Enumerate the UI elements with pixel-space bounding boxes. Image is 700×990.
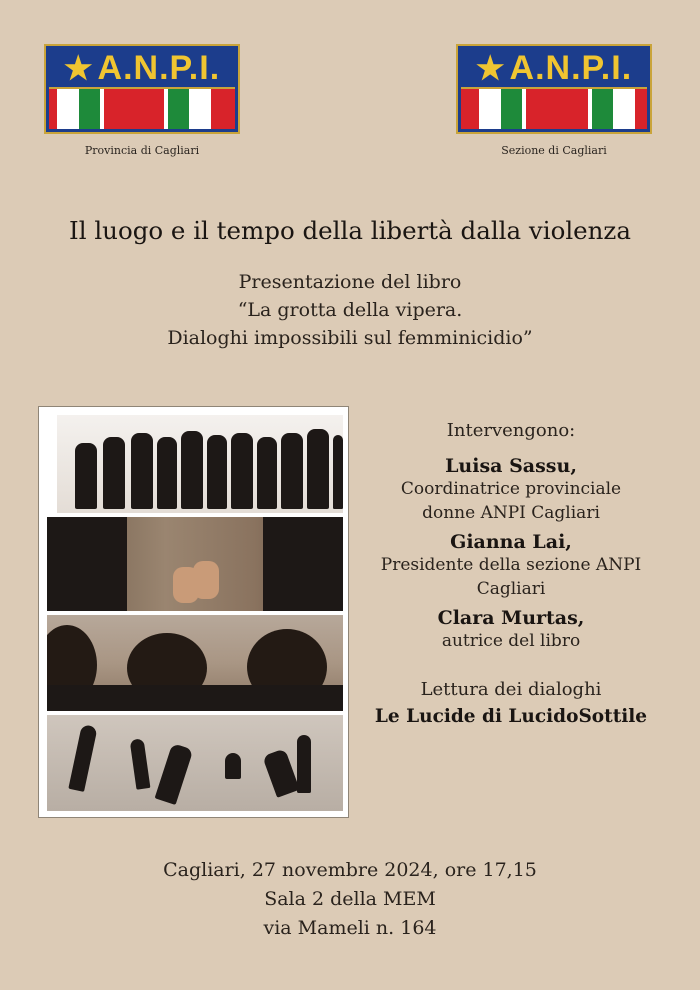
book-title-line2: Dialoghi impossibili sul femminicidio” — [167, 327, 533, 349]
anpi-logo — [456, 44, 652, 134]
event-date: Cagliari, 27 novembre 2024, ore 17,15 — [163, 859, 537, 881]
star-icon: ★ — [63, 50, 94, 86]
star-icon: ★ — [475, 50, 506, 86]
logo-text: A.N.P.I. — [509, 48, 633, 87]
anpi-logo-right-block — [454, 44, 654, 157]
event-room: Sala 2 della MEM — [264, 888, 436, 910]
speaker-name: Gianna Lai, — [450, 531, 572, 553]
speakers-section — [358, 420, 664, 727]
logo-caption: Provincia di Cagliari — [84, 144, 200, 157]
photo-holding-hands — [47, 517, 343, 611]
photo-braided-hair — [47, 615, 343, 711]
tricolor-stripes — [461, 87, 647, 129]
photo-dancers — [47, 715, 343, 811]
speaker-role: donne ANPI Cagliari — [422, 503, 600, 523]
speaker — [358, 607, 664, 653]
logo-text: A.N.P.I. — [97, 48, 221, 87]
speakers-heading: Intervengono: — [446, 420, 576, 441]
speaker — [358, 531, 664, 601]
photo-women-lineup — [57, 415, 343, 513]
tricolor-stripes — [49, 87, 235, 129]
event-details — [0, 856, 700, 943]
event-address: via Mameli n. 164 — [263, 917, 437, 939]
speaker-role: Coordinatrice provinciale — [400, 479, 622, 499]
speaker-name: Luisa Sassu, — [445, 455, 577, 477]
reading-label: Lettura dei dialoghi — [420, 679, 602, 700]
logo-caption: Sezione di Cagliari — [501, 144, 607, 157]
anpi-logo — [44, 44, 240, 134]
photo-collage — [38, 406, 349, 818]
speaker-role: Presidente della sezione ANPI — [380, 555, 642, 575]
book-title-line1: “La grotta della vipera. — [237, 299, 463, 321]
speaker-name: Clara Murtas, — [437, 607, 585, 629]
event-title: Il luogo e il tempo della libertà dalla violenza — [69, 216, 631, 245]
book-intro: Presentazione del libro — [238, 271, 462, 293]
speaker — [358, 455, 664, 525]
speaker-role: Cagliari — [476, 579, 546, 599]
reading-performers: Le Lucide di LucidoSottile — [374, 706, 648, 727]
anpi-logo-left-block — [42, 44, 242, 157]
speaker-role: autrice del libro — [441, 631, 581, 651]
book-presentation — [0, 268, 700, 352]
